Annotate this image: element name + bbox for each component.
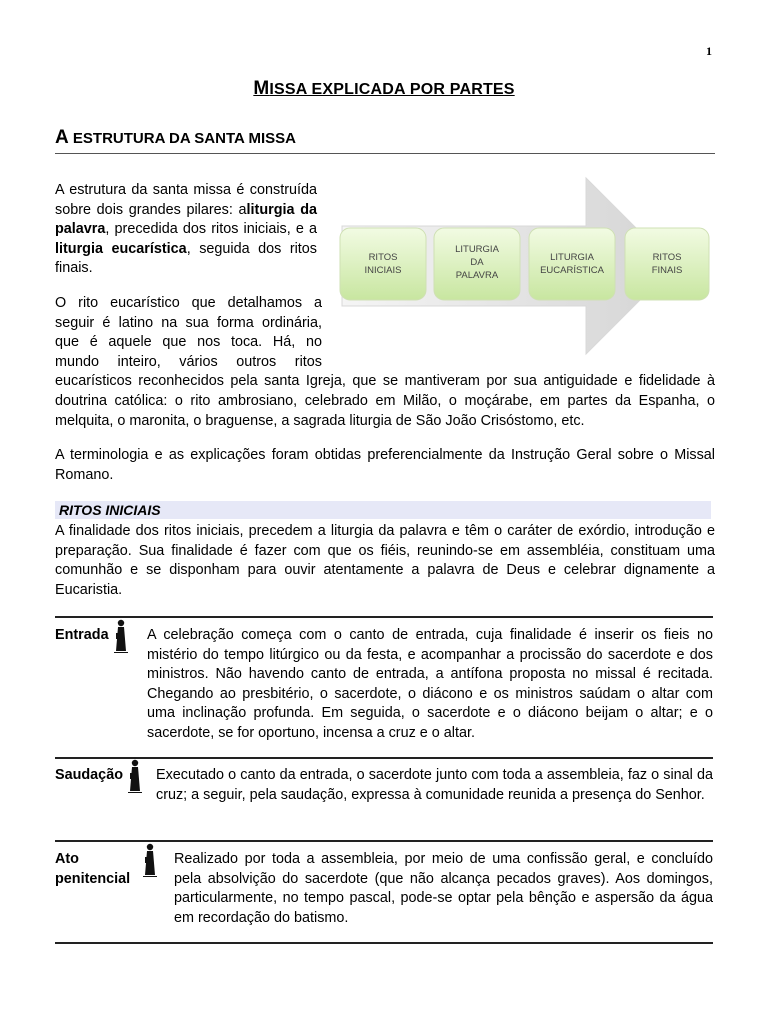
divider-rule	[55, 757, 713, 759]
ritos-iniciais-heading: RITOS INICIAIS	[55, 501, 711, 519]
diagram-box1-line2: INICIAIS	[364, 265, 402, 276]
priest-standing-icon	[114, 619, 128, 653]
item-label-ato-penitencial	[55, 850, 130, 889]
diagram-box2-line1: LITURGIA	[455, 244, 499, 255]
item-text-ato-penitencial: Realizado por toda a assembleia, por meio de uma confissão geral, e concluído pela absolvição do sacerdote (que não alcança pecados graves). Aos domingos, particularmente, no tempo pascal, pode-se optar pela bênção e aspersão da água em recordação do batismo.	[174, 851, 713, 926]
document-title-rest: ISSA EXPLICADA POR PARTES	[269, 81, 515, 98]
diagram-box-liturgia-eucaristica	[529, 228, 615, 300]
page-number: 1	[706, 44, 712, 58]
section-title-rest: ESTRUTURA DA SANTA MISSA	[68, 130, 296, 147]
item-text-saudacao: Executado o canto da entrada, o sacerdote junto com toda a assembleia, faz o sinal da cruz; a seguir, pela saudação, expressa à comunidade reunida a presença do Senhor.	[156, 767, 713, 803]
diagram-box2-line2: DA	[470, 257, 484, 268]
item-text-entrada: A celebração começa com o canto de entrada, cuja finalidade é inserir os fieis no mistério do tempo litúrgico ou da festa, e acompanhar a procissão do sacerdote e dos ministros. Não havendo canto de entrada, a antífona proposta no missal é recitada. Chegando ao presbitério, o sacerdote, o diácono e os ministros saúdam o altar com uma inclinação profunda. Em seguida, o sacerdote e o diácono beijam o altar; e o sacerdote, se for oportuno, incensa a cruz e o altar.	[147, 627, 713, 741]
item-label-penitencial: penitencial	[55, 870, 131, 887]
item-label-ato: Ato	[55, 851, 79, 867]
ritos-iniciais-paragraph: A finalidade dos ritos iniciais, precedem a liturgia da palavra e têm o caráter de exórdio, introdução e preparação. Sua finalidade é fazer com que os fiéis, reunindo-se em assembléia, constituam uma comunhão e se disponham para ouvir atentamente a palavra de Deus e celebrar dignamente a Eucaristia.	[55, 523, 715, 598]
intro-paragraph-1	[55, 181, 317, 279]
item-label-entrada: Entrada	[55, 627, 109, 643]
diagram-box-ritos-iniciais	[340, 228, 426, 300]
item-label-saudacao: Saudação	[55, 767, 123, 783]
intro-paragraph-3: A terminologia e as explicações foram obtidas preferencialmente da Instrução Geral sobre o Missal Romano.	[55, 447, 715, 483]
diagram-box1-line1: RITOS	[368, 252, 398, 263]
intro-liturgia-eucaristica: liturgia eucarística	[55, 240, 187, 257]
divider-rule	[55, 616, 713, 618]
intro-liturgia-palavra: liturgia da palavra	[55, 201, 317, 238]
divider-rule	[55, 840, 713, 842]
diagram-box4-line1: RITOS	[652, 252, 682, 263]
diagram-box3-line1: LITURGIA	[550, 252, 594, 263]
intro-text-a: A estrutura da santa missa é construída sobre dois grandes pilares: a	[55, 182, 317, 218]
priest-standing-icon	[128, 759, 142, 793]
intro-paragraph-2	[55, 294, 715, 431]
divider-rule	[55, 942, 713, 944]
intro-text-c: , precedida dos ritos iniciais, e a	[105, 221, 317, 238]
section-title-initial: A	[55, 127, 69, 148]
diagram-spacer	[322, 294, 715, 372]
diagram-box3-line2: EUCARÍSTICA	[540, 265, 604, 276]
intro-paragraph-2-text: O rito eucarístico que detalhamos a seguir é latino na sua forma ordinária, que é aquele que nos toca. Há, no mundo inteiro, vários outros ritos eucarísticos reconhecidos pela santa Igreja, que se mantiveram por sua antiguidade e fidelidade à doutrina católica: o rito ambrosiano, celebrado em Milão, o moçárabe, em partes da Espanha, o melquita, o maronita, o braguense, a sagrada liturgia de São João Crisóstomo, etc.	[55, 295, 715, 429]
diagram-box2-line3: PALAVRA	[455, 270, 499, 281]
priest-kneeling-icon	[143, 843, 157, 877]
diagram-box4-line2: FINAIS	[651, 265, 683, 276]
intro-text-e: , seguida dos ritos finais.	[55, 240, 318, 277]
document-title	[0, 78, 768, 100]
diagram-box-ritos-finais	[625, 228, 709, 300]
section-title	[55, 127, 715, 154]
document-title-initial: M	[253, 78, 270, 99]
